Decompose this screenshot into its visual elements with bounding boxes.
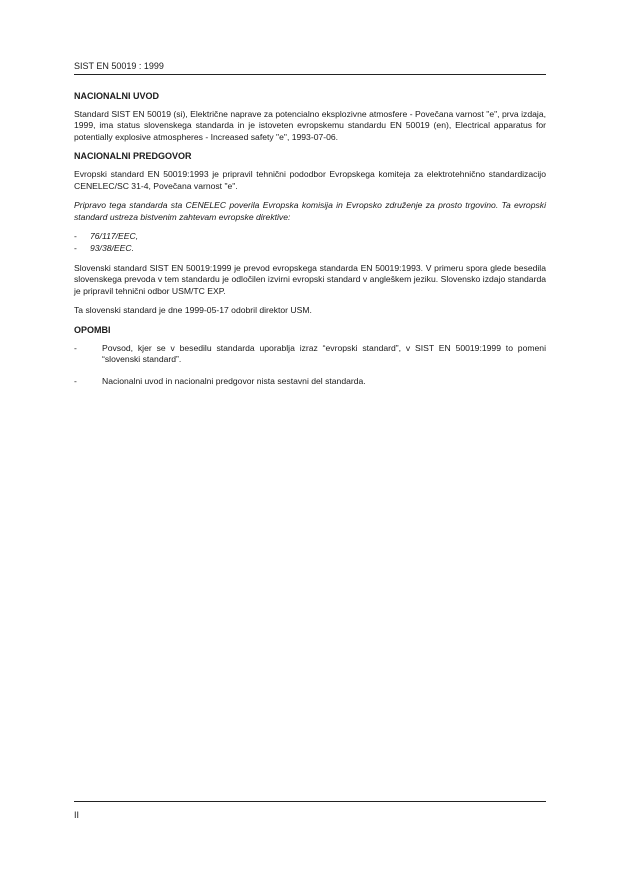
directive-list [74, 231, 546, 254]
foreword-paragraph-4: Ta slovenski standard je dne 1999-05-17 odobril direktor USM. [74, 305, 312, 316]
national-intro-heading: NACIONALNI UVOD [74, 91, 159, 101]
national-foreword-heading: NACIONALNI PREDGOVOR [74, 151, 192, 162]
list-item: - Povsod, kjer se v besedilu standarda uporablja izraz “evropski standard”, v SIST EN 50019:1999 to pomeni “slovenski standard”. [74, 343, 546, 366]
footer-rule [74, 801, 546, 802]
document-page [74, 0, 546, 877]
document-id-header: SIST EN 50019 : 1999 [74, 61, 164, 71]
foreword-paragraph-2: Pripravo tega standarda sta CENELEC poverila Evropska komisija in Evropsko združenje za prosto trgovino. Ta evropski standard ustreza bistvenim zahtevam evropske direktive: [74, 200, 546, 222]
page-content [74, 91, 546, 397]
list-item: - 93/38/EEC. [74, 243, 546, 255]
list-item: - Nacionalni uvod in nacionalni predgovor nista sestavni del standarda. [74, 376, 546, 388]
national-intro-text: Standard SIST EN 50019 (si), Električne naprave za potencialno eksplozivne atmosfere - Povečana varnost "e", prva izdaja, 1999, ima status slovenskega standarda in je istoveten evropskemu standardu EN 50019 (en), Electrical apparatus for potentially explosive atmospheres - Increased safety "e", 1993-07-06. [74, 108, 546, 142]
list-item: - 76/117/EEC, [74, 231, 546, 243]
notes-list [74, 343, 546, 388]
header-rule [74, 74, 546, 75]
foreword-paragraph-3: Slovenski standard SIST EN 50019:1999 je prevod evropskega standarda EN 50019:1993. V primeru spora glede besedila slovenskega prevoda v tem standardu je odločilen izvirni evropski standard v angleškem jeziku. Slovensko izdajo standarda je pripravil tehnični odbor USM/TC EXP. [74, 262, 546, 296]
page-number: II [74, 810, 80, 820]
notes-heading: OPOMBI [74, 324, 111, 335]
foreword-paragraph-1: Evropski standard EN 50019:1993 je pripravil tehnični pododbor Evropskega komiteja za elektrotehnično standardizacijo CENELEC/SC 31-4, Povečana varnost "e". [74, 168, 546, 191]
